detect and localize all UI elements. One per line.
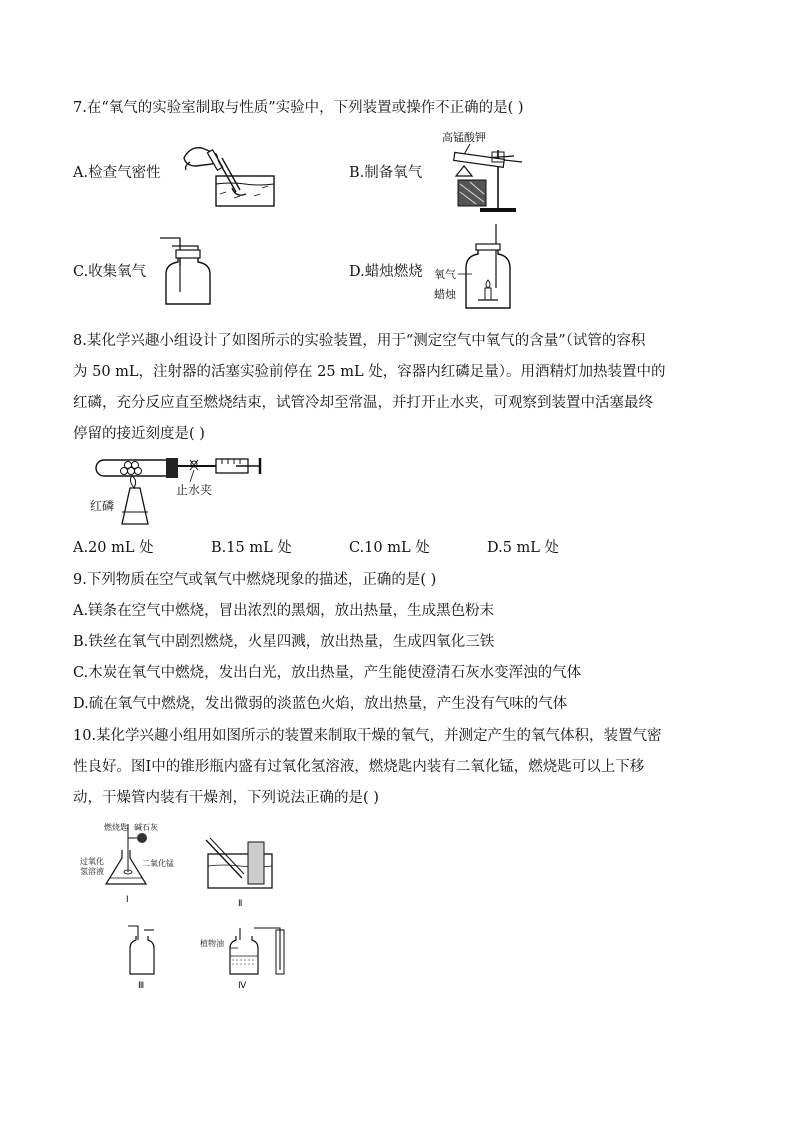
q9-option-a: A.镁条在空气中燃烧，冒出浓烈的黑烟，放出热量，生成黑色粉末 [73, 603, 495, 619]
q7-option-d: D.蜡烛燃烧 [349, 264, 423, 280]
q7-option-a: A.检查气密性 [73, 165, 161, 181]
q10-fig-roman-3: Ⅲ [138, 981, 145, 991]
q7-fig-b-label: 高锰酸钾 [442, 131, 486, 144]
q8-option-d: D.5 mL 处 [487, 540, 560, 556]
q10-fig-mno2: 二氧化锰 [142, 859, 174, 868]
q10-fig-spoon: 燃烧匙 [104, 823, 128, 832]
q10-stem-line2: 性良好。图Ⅰ中的锥形瓶内盛有过氧化氢溶液，燃烧匙内装有二氧化锰，燃烧匙可以上下移 [73, 759, 645, 775]
q10-fig-roman-2: Ⅱ [238, 899, 243, 909]
q8-option-b: B.15 mL 处 [211, 540, 292, 556]
q8-figure-apparatus [86, 454, 266, 530]
q10-fig-roman-1: Ⅰ [126, 895, 129, 905]
q7-figure-d-candle [432, 222, 512, 312]
q9-option-c: C.木炭在氧气中燃烧，发出白光，放出热量，产生能使澄清石灰水变浑浊的气体 [73, 665, 582, 681]
q10-figure-2 [198, 834, 280, 912]
q10-fig-roman-4: Ⅳ [238, 981, 247, 991]
q10-figure-3 [124, 920, 160, 992]
q9-option-b: B.铁丝在氧气中剧烈燃烧，火星四溅，放出热量，生成四氧化三铁 [73, 634, 495, 650]
q8-option-c: C.10 mL 处 [349, 540, 430, 556]
q10-fig-h2o2-1: 过氧化 [80, 857, 104, 866]
q7-option-c: C.收集氧气 [73, 264, 147, 280]
q9-stem: 9.下列物质在空气或氧气中燃烧现象的描述，正确的是( ) [73, 572, 437, 588]
q10-fig-oil: 植物油 [200, 939, 224, 948]
q10-stem-line1: 10.某化学兴趣小组用如图所示的装置来制取干燥的氧气，并测定产生的氧气体积，装置气密 [73, 728, 662, 744]
q9-option-d: D.硫在氧气中燃烧，发出微弱的淡蓝色火焰，放出热量，产生没有气味的气体 [73, 696, 568, 712]
q7-option-b: B.制备氧气 [349, 165, 423, 181]
q8-stem-line2: 为 50 mL，注射器的活塞实验前停在 25 mL 处，容器内红磷足量）。用酒精灯加热装置中的 [73, 364, 666, 380]
q10-figure-4 [200, 920, 296, 992]
q7-figure-a-airtightness [176, 136, 288, 210]
q8-stem-line4: 停留的接近刻度是( ) [73, 426, 205, 442]
q8-stem-line3: 红磷，充分反应直至燃烧结束，试管冷却至常温，并打开止水夹，可观察到装置中活塞最终 [73, 395, 653, 411]
q8-fig-label-phosphorus: 红磷 [90, 499, 115, 513]
q7-fig-d-label-candle: 蜡烛 [434, 288, 456, 301]
q7-fig-d-label-oxygen: 氧气 [434, 268, 456, 281]
q8-stem-line1: 8.某化学兴趣小组设计了如图所示的实验装置，用于“测定空气中氧气的含量”（试管的容积 [73, 333, 646, 349]
q7-figure-c-bottle [158, 232, 218, 308]
q10-stem-line3: 动，干燥管内装有干燥剂，下列说法正确的是( ) [73, 790, 379, 806]
q7-figure-b-kmno4 [440, 130, 530, 214]
q8-fig-label-clamp: 止水夹 [176, 483, 213, 497]
q10-fig-lime: 碱石灰 [134, 823, 158, 832]
q10-fig-h2o2-2: 氢溶液 [80, 867, 104, 876]
q10-figure-1 [80, 820, 180, 906]
q8-option-a: A.20 mL 处 [73, 540, 154, 556]
q7-stem: 7.在“氧气的实验室制取与性质”实验中，下列装置或操作不正确的是( ) [73, 100, 524, 116]
